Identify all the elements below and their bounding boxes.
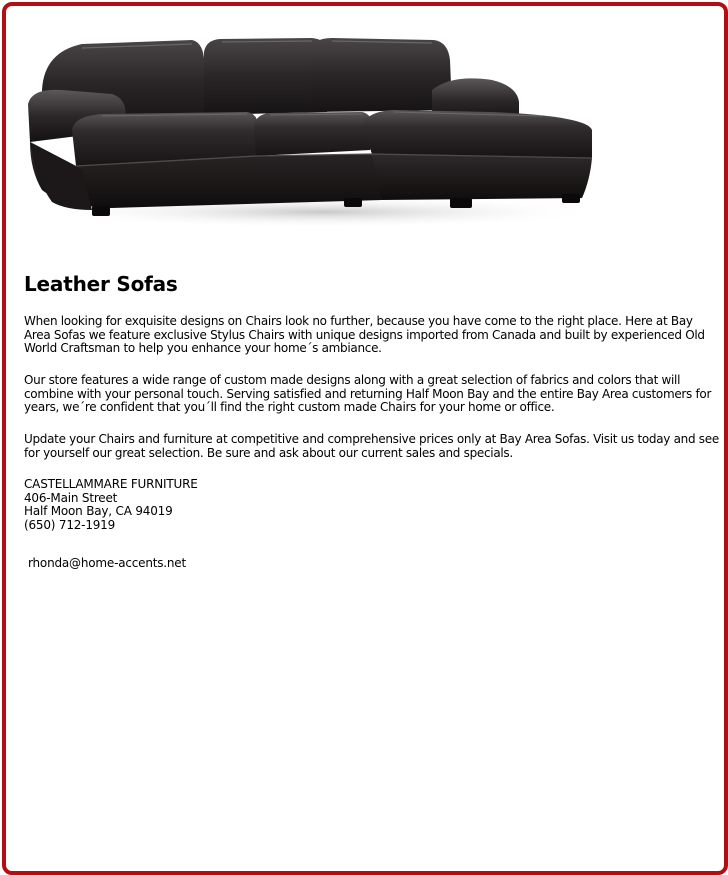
leather-sectional-sofa-icon — [22, 30, 602, 230]
email-link[interactable]: rhonda@home-accents.net — [28, 556, 186, 570]
sofa-image — [22, 30, 602, 230]
features-paragraph: Our store features a wide range of custom made designs along with a great selection of fabrics and colors that will combine with your personal touch. Serving satisfied and returning Half Moon Bay and the entire Bay Area customers for years, we´re confident that you´ll find the right custom made Chairs for your home or office. — [24, 373, 712, 414]
company-name: CASTELLAMMARE FURNITURE — [24, 477, 198, 491]
intro-paragraph: When looking for exquisite designs on Chairs look no further, because you have come to the right place. Here at Bay Area Sofas we feature exclusive Stylus Chairs with unique designs imported from Canada and built by experienced Old World Craftsman to help you enhance your home´s ambiance. — [24, 314, 705, 355]
page-frame — [2, 2, 728, 875]
phone-number: (650) 712-1919 — [24, 517, 116, 532]
store-address — [24, 478, 198, 532]
page-title: Leather Sofas — [24, 272, 178, 296]
city-state-zip: Half Moon Bay, CA 94019 — [24, 504, 173, 518]
update-paragraph: Update your Chairs and furniture at competitive and comprehensive prices only at Bay Area Sofas. Visit us today and see for yourself our great selection. Be sure and ask about our current sales and specials. — [24, 432, 719, 460]
street-address: 406-Main Street — [24, 490, 118, 505]
